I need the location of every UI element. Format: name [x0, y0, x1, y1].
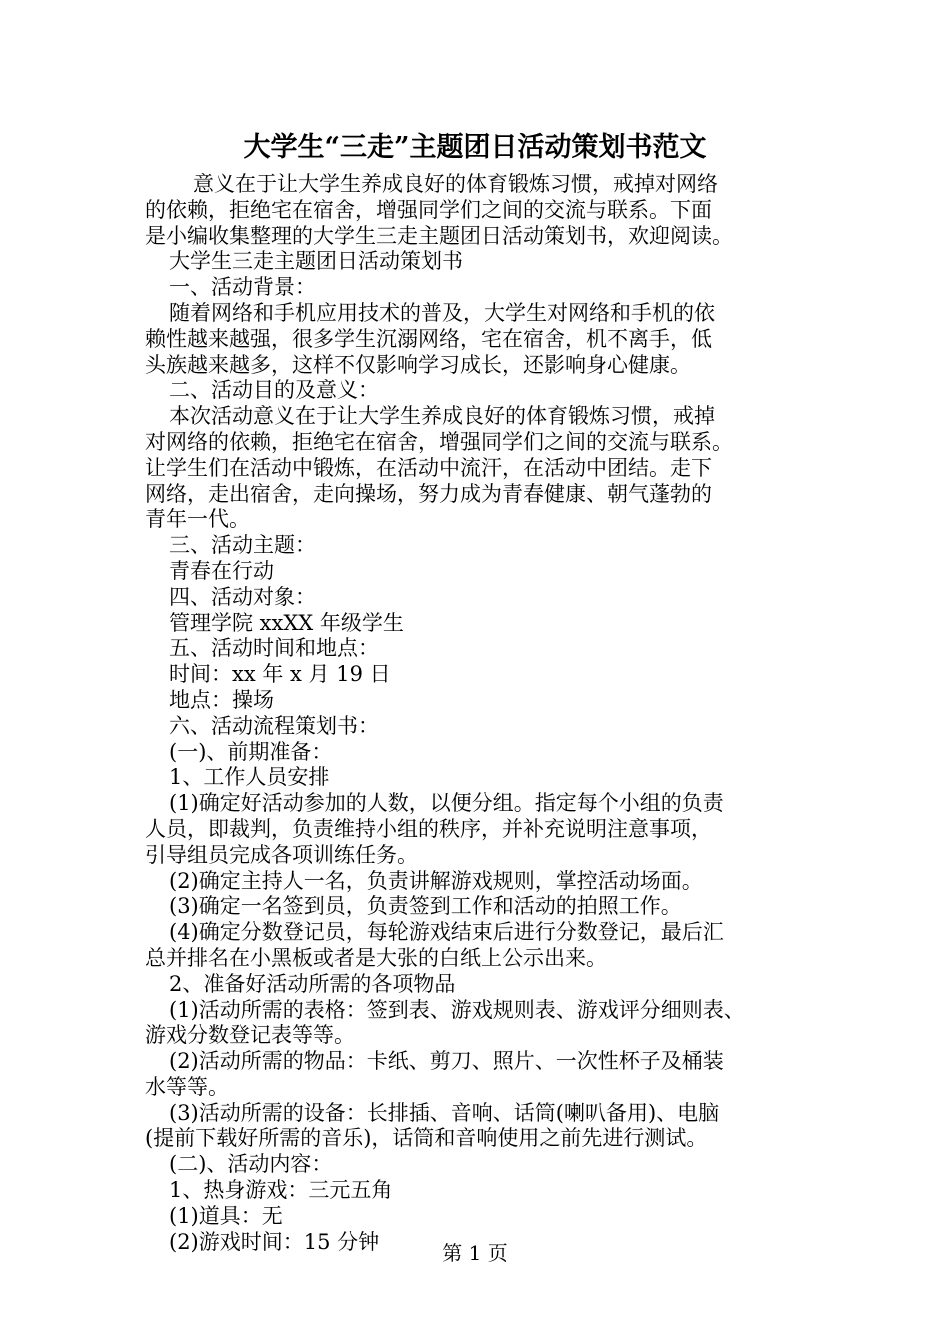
- paragraph-line: 本次活动意义在于让大学生养成良好的体育锻炼习惯，戒掉: [169, 404, 715, 429]
- paragraph-line: 青春在行动: [169, 558, 274, 583]
- list-item: (2)活动所需的物品：卡纸、剪刀、照片、一次性杯子及桶装: [169, 1049, 724, 1074]
- document-body: [145, 172, 825, 1255]
- section-heading: 1、热身游戏：三元五角: [169, 1178, 393, 1203]
- paragraph-line: 总并排名在小黑板或者是大张的白纸上公示出来。: [145, 945, 607, 970]
- page-number: 第 1 页: [442, 1241, 508, 1265]
- paragraph-line: 对网络的依赖，拒绝宅在宿舍，增强同学们之间的交流与联系。: [145, 429, 733, 454]
- list-item: (1)确定好活动参加的人数，以便分组。指定每个小组的负责: [169, 791, 724, 816]
- paragraph-line: 人员，即裁判，负责维持小组的秩序，并补充说明注意事项，: [145, 816, 712, 841]
- section-heading: 三、活动主题：: [169, 533, 316, 558]
- paragraph-line: 时间：xx 年 x 月 19 日: [169, 662, 391, 687]
- paragraph-line: 青年一代。: [145, 507, 250, 532]
- section-heading: 一、活动背景：: [169, 275, 316, 300]
- list-item: (1)活动所需的表格：签到表、游戏规则表、游戏评分细则表、: [169, 997, 745, 1022]
- paragraph-line: 地点：操场: [169, 687, 274, 712]
- paragraph-line: 管理学院 xxXX 年级学生: [169, 610, 404, 635]
- paragraph-line: 网络，走出宿舍，走向操场，努力成为青春健康、朝气蓬勃的: [145, 481, 712, 506]
- list-item: (2)游戏时间：15 分钟: [169, 1229, 380, 1254]
- list-item: (1)道具：无: [169, 1203, 283, 1228]
- list-item: (3)活动所需的设备：长排插、音响、话筒(喇叭备用)、电脑: [169, 1100, 720, 1125]
- paragraph-line: 头族越来越多，这样不仅影响学习成长，还影响身心健康。: [145, 352, 691, 377]
- paragraph-line: 让学生们在活动中锻炼，在活动中流汗，在活动中团结。走下: [145, 455, 712, 480]
- list-item: (2)确定主持人一名，负责讲解游戏规则，掌控活动场面。: [169, 868, 703, 893]
- paragraph-line: 游戏分数登记表等等。: [145, 1023, 355, 1048]
- paragraph-line: 水等等。: [145, 1074, 229, 1099]
- paragraph-line: 意义在于让大学生养成良好的体育锻炼习惯，戒掉对网络: [193, 172, 718, 196]
- section-heading: 大学生三走主题团日活动策划书: [169, 249, 463, 274]
- paragraph-line: 的依赖，拒绝宅在宿舍，增强同学们之间的交流与联系。下面: [145, 197, 712, 222]
- paragraph-line: 引导组员完成各项训练任务。: [145, 842, 418, 867]
- paragraph-line: 是小编收集整理的大学生三走主题团日活动策划书，欢迎阅读。: [145, 223, 733, 248]
- section-heading: (一)、前期准备：: [169, 739, 333, 764]
- document-title: 大学生“三走”主题团日活动策划书范文: [243, 132, 707, 163]
- paragraph-line: (提前下载好所需的音乐)，话筒和音响使用之前先进行测试。: [145, 1126, 708, 1151]
- section-heading: (二)、活动内容：: [169, 1152, 333, 1177]
- paragraph-line: 赖性越来越强，很多学生沉溺网络，宅在宿舍，机不离手，低: [145, 326, 712, 351]
- section-heading: 五、活动时间和地点：: [169, 636, 379, 661]
- list-item: (4)确定分数登记员，每轮游戏结束后进行分数登记，最后汇: [169, 920, 724, 945]
- section-heading: 二、活动目的及意义：: [169, 378, 379, 403]
- paragraph-line: 随着网络和手机应用技术的普及，大学生对网络和手机的依: [169, 300, 715, 325]
- section-heading: 1、工作人员安排: [169, 765, 330, 790]
- list-item: (3)确定一名签到员，负责签到工作和活动的拍照工作。: [169, 894, 682, 919]
- section-heading: 2、准备好活动所需的各项物品: [169, 971, 456, 996]
- section-heading: 四、活动对象：: [169, 584, 316, 609]
- section-heading: 六、活动流程策划书：: [169, 713, 379, 738]
